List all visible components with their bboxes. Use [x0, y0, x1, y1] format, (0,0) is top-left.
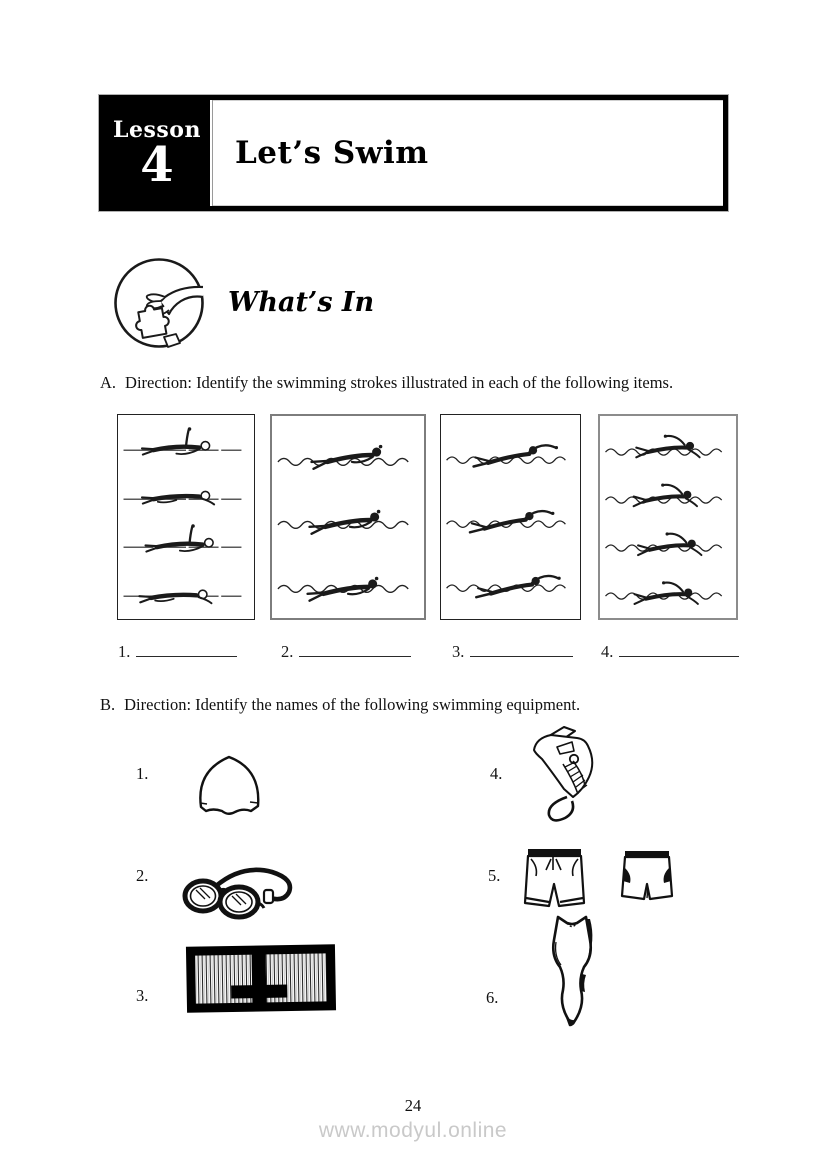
- stroke-box-backstroke: [117, 414, 255, 620]
- lesson-number: 4: [140, 137, 174, 194]
- swim-goggles-illustration: [176, 860, 306, 926]
- equipment-number-2: 2.: [136, 866, 149, 885]
- answer-blank-3: [452, 642, 573, 662]
- lesson-label: Lesson: [113, 117, 201, 144]
- swim-stroke-frame: [602, 519, 734, 563]
- lesson-header: [99, 95, 728, 211]
- answer-blank-2: [281, 642, 411, 662]
- snorkel-mask-illustration: [521, 720, 613, 822]
- swim-stroke-frame: [274, 425, 422, 483]
- swim-stroke-frame: [443, 488, 578, 546]
- swim-stroke-frame: [274, 552, 422, 610]
- answer-number: 4.: [601, 642, 614, 661]
- swim-stroke-frame: [602, 471, 734, 515]
- lesson-title-area: [212, 100, 723, 206]
- answer-line: [470, 642, 573, 657]
- swim-trunks-small-illustration: [619, 846, 675, 904]
- swim-stroke-frame: [602, 423, 734, 467]
- equipment-number-5: 5.: [488, 866, 501, 885]
- answer-blank-1: [118, 642, 237, 662]
- part-a-label: A.: [100, 373, 117, 392]
- swim-stroke-frame: [274, 488, 422, 546]
- lesson-title: Let’s Swim: [235, 135, 429, 171]
- page-number: 24: [404, 1096, 422, 1115]
- part-a-direction: [100, 373, 760, 393]
- answer-blank-4: [601, 642, 739, 662]
- answer-number: 2.: [281, 642, 294, 661]
- swim-stroke-frame: [120, 471, 252, 515]
- swim-trunks-large-illustration: [521, 842, 588, 914]
- kickboard-illustration: [185, 944, 337, 1014]
- one-piece-swimsuit-illustration: [536, 912, 608, 1032]
- swim-cap-illustration: [192, 751, 266, 821]
- answer-number: 3.: [452, 642, 465, 661]
- equipment-number-4: 4.: [490, 764, 503, 783]
- swim-stroke-frame: [443, 552, 578, 610]
- stroke-box-breaststroke: [270, 414, 426, 620]
- equipment-number-3: 3.: [136, 986, 149, 1005]
- swim-stroke-frame: [120, 519, 252, 563]
- part-b-direction-text: Direction: Identify the names of the following swimming equipment.: [124, 695, 581, 714]
- lesson-number-box: [104, 100, 210, 206]
- stroke-box-butterfly: [440, 414, 581, 620]
- part-b-label: B.: [100, 695, 116, 714]
- answer-number: 1.: [118, 642, 131, 661]
- part-a-direction-text: Direction: Identify the swimming strokes illustrated in each of the following items.: [125, 373, 674, 392]
- answer-line: [619, 642, 739, 657]
- watermark: www.modyul.online: [318, 1119, 508, 1142]
- swim-stroke-frame: [443, 424, 578, 482]
- equipment-number-1: 1.: [136, 764, 149, 783]
- swim-stroke-frame: [120, 568, 252, 612]
- answer-line: [299, 642, 411, 657]
- part-b-direction: [100, 695, 760, 715]
- hand-puzzle-piece-icon: [112, 256, 206, 350]
- answer-line: [136, 642, 237, 657]
- equipment-number-6: 6.: [486, 988, 499, 1007]
- whats-in-heading: What’s In: [228, 287, 375, 318]
- swim-stroke-frame: [120, 422, 252, 466]
- swim-stroke-frame: [602, 567, 734, 611]
- stroke-box-front-crawl: [598, 414, 738, 620]
